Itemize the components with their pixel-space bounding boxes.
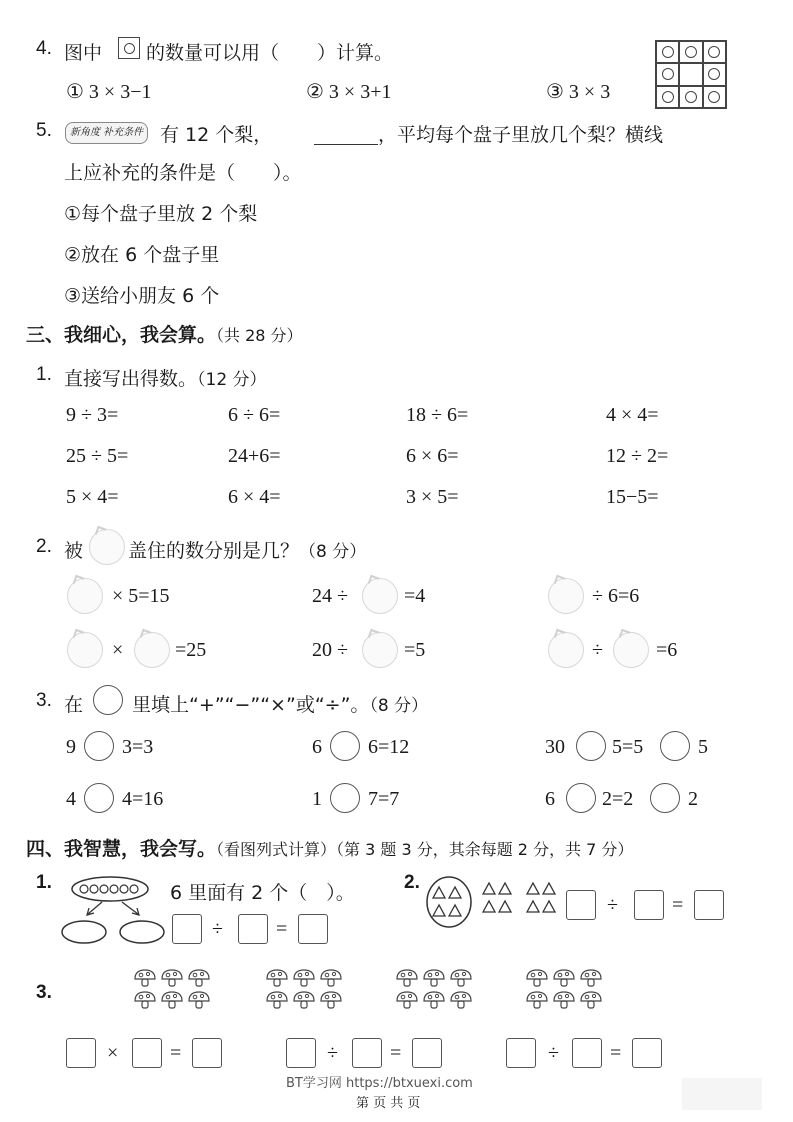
div-sign: ÷ xyxy=(212,918,223,940)
mushroom-icon xyxy=(319,968,346,990)
section3-title xyxy=(26,320,303,347)
section4-note: （看图列式计算）（第 3 题 3 分，其余每题 2 分，共 7 分） xyxy=(216,840,634,859)
mushroom-icon xyxy=(265,990,292,1012)
apple-answer-slot[interactable] xyxy=(134,632,170,668)
apple-cover-icon xyxy=(89,529,125,565)
fill-text: =6 xyxy=(656,639,678,661)
operator-circle[interactable] xyxy=(330,731,360,761)
answer-box[interactable] xyxy=(352,1038,382,1068)
answer-box[interactable] xyxy=(694,890,724,920)
section3-note: （共 28 分） xyxy=(216,326,303,345)
mushroom-group xyxy=(265,968,346,1012)
fill-text: × 5=15 xyxy=(112,585,170,607)
s3q1-number: 1. xyxy=(36,364,52,385)
mushroom-icon xyxy=(187,990,214,1012)
small-circle-square-icon xyxy=(118,37,140,59)
answer-box[interactable] xyxy=(412,1038,442,1068)
apple-answer-slot[interactable] xyxy=(362,632,398,668)
mushroom-icon xyxy=(160,990,187,1012)
mushroom-icon xyxy=(525,990,552,1012)
s3q2-title-after-text: 盖住的数分别是几？ xyxy=(128,540,300,562)
mushroom-icon xyxy=(395,968,422,990)
apple-answer-slot[interactable] xyxy=(613,632,649,668)
op-text: 7=7 xyxy=(368,788,400,810)
q5-number: 5. xyxy=(36,120,52,141)
s3q1-note: （12 分） xyxy=(197,370,267,390)
eq-sign: = xyxy=(170,1042,182,1064)
mushroom-group xyxy=(133,968,214,1012)
q5-option-1: ①每个盘子里放 2 个梨 xyxy=(64,203,258,225)
calc-item: 18 ÷ 6= xyxy=(406,404,469,426)
eq-sign: = xyxy=(390,1042,402,1064)
calc-item: 25 ÷ 5= xyxy=(66,445,129,467)
s4q3-number: 3. xyxy=(36,982,52,1003)
mushroom-icon xyxy=(160,968,187,990)
mushroom-icon xyxy=(579,968,606,990)
apple-answer-slot[interactable] xyxy=(67,578,103,614)
answer-box[interactable] xyxy=(132,1038,162,1068)
section4-title xyxy=(26,834,633,861)
calc-item: 9 ÷ 3= xyxy=(66,404,119,426)
calc-item: 6 ÷ 6= xyxy=(228,404,281,426)
triangles-figure-icon xyxy=(425,876,565,928)
footer-page: 第 页 共 页 xyxy=(356,1096,421,1111)
answer-box[interactable] xyxy=(172,914,202,944)
op-text: 4 xyxy=(66,788,76,810)
footer-site: BT学习网 https://btxuexi.com xyxy=(286,1076,473,1091)
answer-box[interactable] xyxy=(566,890,596,920)
apple-answer-slot[interactable] xyxy=(67,632,103,668)
calc-item: 5 × 4= xyxy=(66,486,119,508)
mushroom-icon xyxy=(395,990,422,1012)
q5-line1-b: ，平均每个盘子里放几个梨？横线 xyxy=(378,124,664,146)
q4-text-before: 图中 xyxy=(64,42,103,64)
div-sign: ÷ xyxy=(548,1042,559,1064)
s3q2-title-after xyxy=(128,536,366,563)
new-angle-badge: 新角度 补充条件 xyxy=(65,122,148,144)
mushroom-icon xyxy=(292,990,319,1012)
q4-number: 4. xyxy=(36,38,52,59)
op-text: 5 xyxy=(698,736,708,758)
op-text: 1 xyxy=(312,788,322,810)
op-text: 30 xyxy=(545,736,565,758)
answer-box[interactable] xyxy=(632,1038,662,1068)
q5-line2: 上应补充的条件是（ ）。 xyxy=(64,162,302,184)
calc-item: 24+6= xyxy=(228,445,281,467)
op-text: 9 xyxy=(66,736,76,758)
s3q3-title-after-text: 里填上“+”“−”“×”或“÷”。 xyxy=(132,694,370,716)
fill-text: =25 xyxy=(175,639,207,661)
mushroom-group xyxy=(395,968,476,1012)
op-text: 2=2 xyxy=(602,788,634,810)
q5-answer-blank[interactable] xyxy=(314,144,378,145)
s4q2-number: 2. xyxy=(404,872,420,893)
op-text: 4=16 xyxy=(122,788,164,810)
q4-option-2: ② 3 × 3+1 xyxy=(306,81,392,103)
q4-option-1: ① 3 × 3−1 xyxy=(66,81,152,103)
answer-box[interactable] xyxy=(572,1038,602,1068)
op-text: 6 xyxy=(312,736,322,758)
fill-text: 20 ÷ xyxy=(312,639,348,661)
apple-answer-slot[interactable] xyxy=(362,578,398,614)
calc-item: 15−5= xyxy=(606,486,659,508)
s3q3-title-before: 在 xyxy=(64,694,84,716)
mul-sign: × xyxy=(107,1042,119,1064)
op-text: 5=5 xyxy=(612,736,644,758)
q5-line1-a: 有 12 个梨， xyxy=(160,124,273,146)
operator-circle[interactable] xyxy=(650,783,680,813)
answer-box[interactable] xyxy=(192,1038,222,1068)
q5-option-2: ②放在 6 个盘子里 xyxy=(64,244,220,266)
s3q3-note: （8 分） xyxy=(369,696,429,716)
s3q2-number: 2. xyxy=(36,536,52,557)
mushroom-group xyxy=(525,968,606,1012)
operator-circle[interactable] xyxy=(84,783,114,813)
mushroom-icon xyxy=(449,990,476,1012)
calc-item: 6 × 6= xyxy=(406,445,459,467)
s3q2-note: （8 分） xyxy=(299,542,367,562)
mushroom-icon xyxy=(449,968,476,990)
op-text: 6=12 xyxy=(368,736,410,758)
mushroom-icon xyxy=(422,990,449,1012)
mushroom-icon xyxy=(552,990,579,1012)
div-sign: ÷ xyxy=(607,894,618,916)
op-text: 3=3 xyxy=(122,736,154,758)
eq-sign: = xyxy=(610,1042,622,1064)
calc-item: 3 × 5= xyxy=(406,486,459,508)
calc-item: 6 × 4= xyxy=(228,486,281,508)
operator-circle[interactable] xyxy=(84,731,114,761)
fill-text: × xyxy=(112,639,124,661)
answer-box[interactable] xyxy=(286,1038,316,1068)
s3q3-title-after xyxy=(132,690,428,717)
mushroom-icon xyxy=(525,968,552,990)
s4q1-text: 6 里面有 2 个（ ）。 xyxy=(170,882,355,904)
s3q1-title xyxy=(64,364,267,391)
fill-text: ÷ xyxy=(592,639,603,661)
corner-smudge xyxy=(682,1078,762,1110)
section3-title-text: 三、我细心，我会算。 xyxy=(26,324,217,346)
mushroom-icon xyxy=(187,968,214,990)
mushroom-icon xyxy=(292,968,319,990)
eq-sign: = xyxy=(276,918,288,940)
fill-text: =4 xyxy=(404,585,426,607)
mushroom-icon xyxy=(265,968,292,990)
s3q2-title-before: 被 xyxy=(64,540,84,562)
fill-text: ÷ 6=6 xyxy=(592,585,640,607)
op-text: 6 xyxy=(545,788,555,810)
q4-option-3: ③ 3 × 3 xyxy=(546,81,611,103)
apple-answer-slot[interactable] xyxy=(548,632,584,668)
op-text: 2 xyxy=(688,788,698,810)
circle-sample-icon xyxy=(93,685,123,715)
operator-circle[interactable] xyxy=(330,783,360,813)
mushroom-icon xyxy=(133,990,160,1012)
apple-answer-slot[interactable] xyxy=(548,578,584,614)
section4-title-text: 四、我智慧，我会写。 xyxy=(26,838,217,860)
operator-circle[interactable] xyxy=(576,731,606,761)
answer-box[interactable] xyxy=(238,914,268,944)
fill-text: =5 xyxy=(404,639,426,661)
answer-box[interactable] xyxy=(506,1038,536,1068)
answer-box[interactable] xyxy=(66,1038,96,1068)
mushroom-icon xyxy=(422,968,449,990)
circle-grid-figure xyxy=(655,40,727,109)
answer-box[interactable] xyxy=(298,914,328,944)
s3q1-title-text: 直接写出得数。 xyxy=(64,368,198,390)
s4q1-number: 1. xyxy=(36,872,52,893)
q4-text-after: 的数量可以用（ ）计算。 xyxy=(146,42,394,64)
mushroom-icon xyxy=(552,968,579,990)
split-diagram-icon xyxy=(60,874,172,946)
answer-box[interactable] xyxy=(634,890,664,920)
div-sign: ÷ xyxy=(327,1042,338,1064)
mushroom-icon xyxy=(319,990,346,1012)
eq-sign: = xyxy=(672,894,684,916)
operator-circle[interactable] xyxy=(566,783,596,813)
operator-circle[interactable] xyxy=(660,731,690,761)
mushroom-icon xyxy=(579,990,606,1012)
mushroom-icon xyxy=(133,968,160,990)
q5-option-3: ③送给小朋友 6 个 xyxy=(64,285,220,307)
s3q3-number: 3. xyxy=(36,690,52,711)
fill-text: 24 ÷ xyxy=(312,585,348,607)
calc-item: 4 × 4= xyxy=(606,404,659,426)
calc-item: 12 ÷ 2= xyxy=(606,445,669,467)
